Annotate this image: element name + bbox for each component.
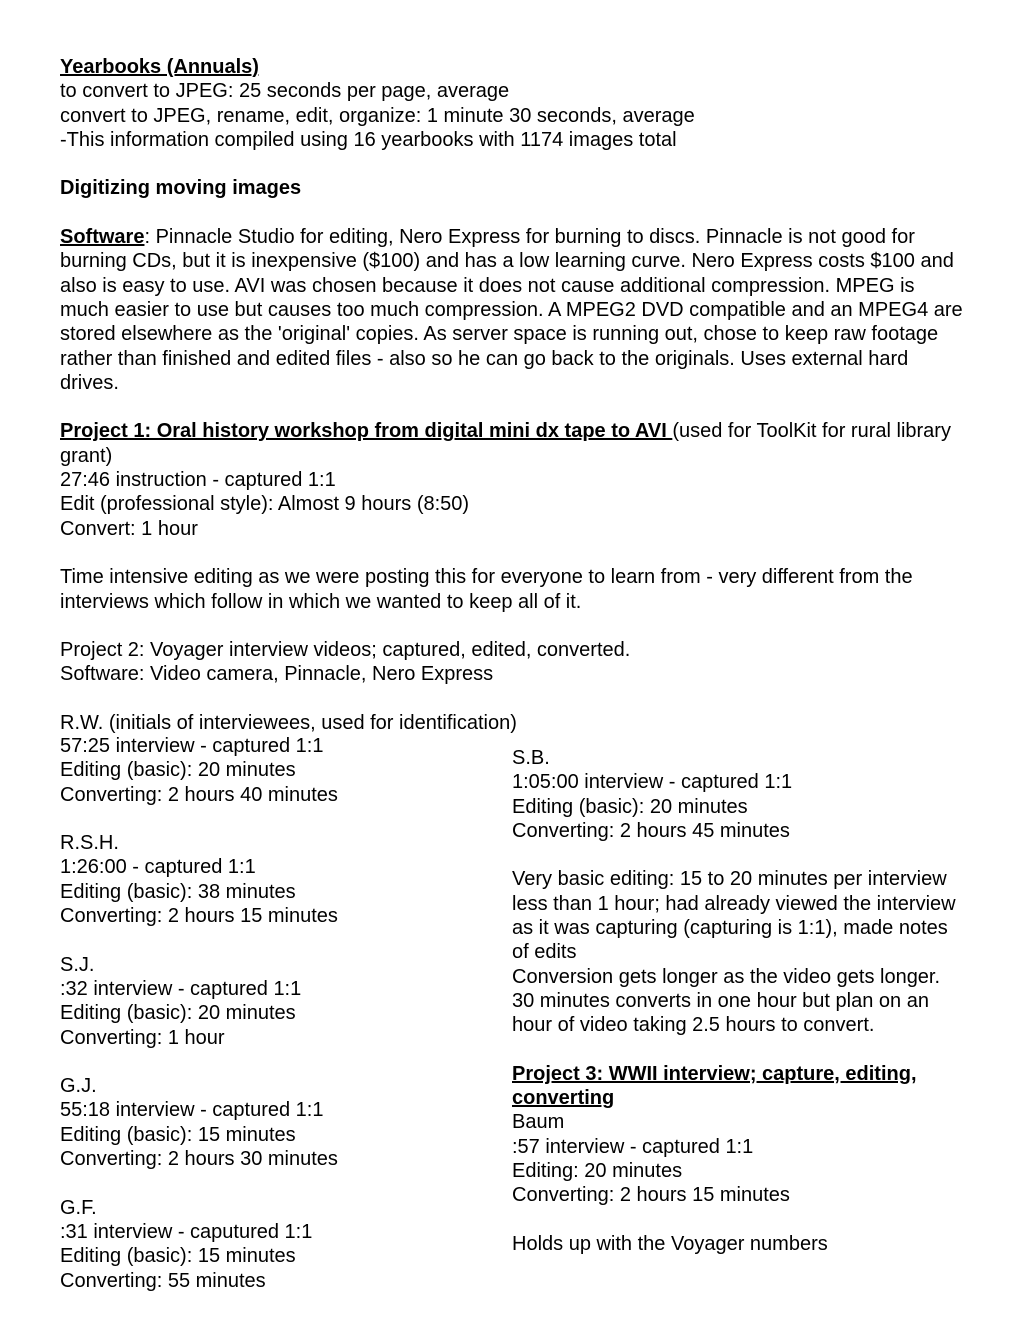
yearbooks-line: convert to JPEG, rename, edit, organize: 1 minute 30 seconds, average <box>60 104 695 127</box>
interview-line: Converting: 2 hours 40 minutes <box>60 783 338 806</box>
interview-line: Converting: 2 hours 45 minutes <box>512 819 790 842</box>
project1-line: Convert: 1 hour <box>60 517 198 540</box>
interview-id: R.S.H. <box>60 832 119 855</box>
project1-line: 27:46 instruction - captured 1:1 <box>60 469 336 492</box>
interview-line: Editing (basic): 15 minutes <box>60 1123 296 1146</box>
interview-line: Converting: 2 hours 30 minutes <box>60 1148 338 1171</box>
interview-id: G.J. <box>60 1075 97 1098</box>
project2-software: Software: Video camera, Pinnacle, Nero Express <box>60 663 494 686</box>
project1-note: (used for ToolKit for rural library grant) <box>60 420 951 467</box>
interview-line: Editing (basic): 20 minutes <box>60 759 296 782</box>
project3-line: Converting: 2 hours 15 minutes <box>512 1184 790 1207</box>
interview-line: :32 interview - captured 1:1 <box>60 977 302 1000</box>
software-label: Software <box>60 226 145 249</box>
interview-id: S.B. <box>512 747 550 769</box>
interview-id: G.F. <box>60 1196 97 1219</box>
digitizing-heading: Digitizing moving images <box>60 177 302 200</box>
interview-line: Converting: 55 minutes <box>60 1269 266 1292</box>
conversion-note: Conversion gets longer as the video gets longer. 30 minutes converts in one hour but plan on an hour of video taking 2.5 hours to convert. <box>512 965 941 1037</box>
interview-line: Editing (basic): 15 minutes <box>60 1245 296 1268</box>
project2-heading: Project 2: Voyager interview videos; captured, edited, converted. <box>60 639 631 662</box>
software-paragraph <box>60 225 965 395</box>
left-column <box>60 734 490 1293</box>
project3-name: Baum <box>512 1111 565 1134</box>
yearbooks-heading: Yearbooks (Annuals) <box>60 56 259 78</box>
project1-line: Edit (professional style): Almost 9 hours (8:50) <box>60 493 470 516</box>
interview-line: 1:26:00 - captured 1:1 <box>60 856 256 879</box>
interview-id: S.J. <box>60 953 95 976</box>
interview-line: 57:25 interview - captured 1:1 <box>60 735 324 757</box>
interview-line: :31 interview - caputured 1:1 <box>60 1220 313 1243</box>
interview-line: Converting: 1 hour <box>60 1026 225 1049</box>
software-text: : Pinnacle Studio for editing, Nero Express for burning to discs. Pinnacle is not good for burning CDs, but it is inexpensive ($100) and has a low learning curve. Nero Express costs $100 and also is easy to use. AVI was chosen because it does not cause additional compression. MPEG is much easier to use but causes too much compression. A MPEG2 DVD compatible and an MPEG4 are stored elsewhere as the 'original' copies. As server space is running out, chose to keep raw footage rather than finished and edited files - also so he can go back to the originals. Uses external hard drives. <box>60 226 963 394</box>
interview-line: Editing (basic): 20 minutes <box>60 1002 296 1025</box>
top-section <box>60 55 965 735</box>
interview-line: Editing (basic): 20 minutes <box>512 795 748 818</box>
project1-heading: Project 1: Oral history workshop from digital mini dx tape to AVI <box>60 420 673 443</box>
project3-line: Editing: 20 minutes <box>512 1160 683 1183</box>
project3-line: :57 interview - captured 1:1 <box>512 1135 754 1158</box>
right-column <box>512 746 967 1256</box>
yearbooks-line: -This information compiled using 16 yearbooks with 1174 images total <box>60 128 677 151</box>
interview-line: 1:05:00 interview - captured 1:1 <box>512 771 793 794</box>
editing-note: Very basic editing: 15 to 20 minutes per interview less than 1 hour; had already viewed the interview as it was capturing (capturing is 1:1), made notes of edits <box>512 868 956 964</box>
interview-line: Editing (basic): 38 minutes <box>60 880 296 903</box>
yearbooks-line: to convert to JPEG: 25 seconds per page, average <box>60 80 510 103</box>
interview-line: Converting: 2 hours 15 minutes <box>60 905 338 928</box>
project1-comment: Time intensive editing as we were posting this for everyone to learn from - very different from the interviews which follow in which we wanted to keep all of it. <box>60 566 913 613</box>
project3-heading: Project 3: WWII interview; capture, editing, converting <box>512 1062 917 1110</box>
project3-conclusion: Holds up with the Voyager numbers <box>512 1232 828 1255</box>
interview-line: 55:18 interview - captured 1:1 <box>60 1099 324 1122</box>
project2-initials-note: R.W. (initials of interviewees, used for identification) <box>60 712 517 735</box>
project1-heading-paragraph <box>60 419 965 468</box>
